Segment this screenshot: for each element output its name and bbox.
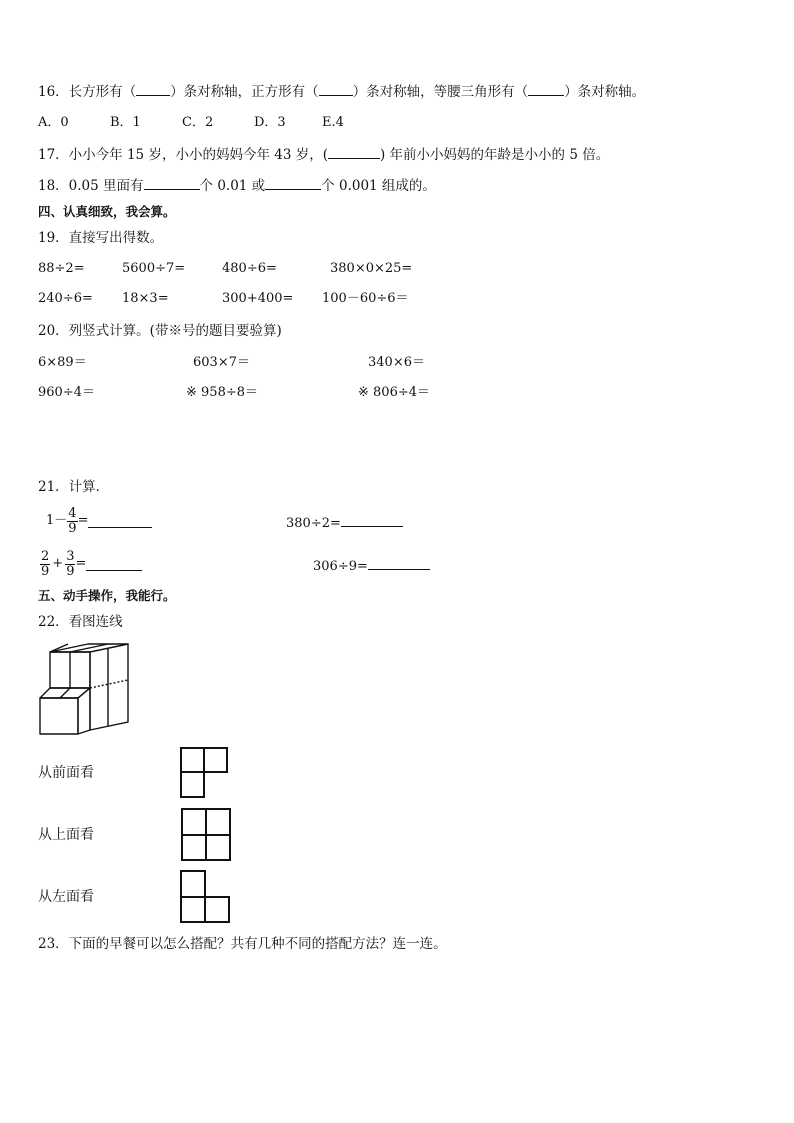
q16-option-a[interactable]: A．0 <box>38 115 69 130</box>
q21-f1-denominator: 9 <box>68 520 77 536</box>
q16-text-d: ）条对称轴。 <box>564 84 646 100</box>
question-18 <box>38 176 436 195</box>
front-view-diagram[interactable] <box>179 746 229 800</box>
question-17 <box>38 145 609 164</box>
q21-item-1 <box>46 506 152 537</box>
q20-item-1: 6×89＝ <box>38 355 87 370</box>
view-label-front[interactable]: 从前面看 <box>38 765 94 781</box>
q21-item-4-blank[interactable] <box>368 556 430 570</box>
section-4-heading: 四、认真细致，我会算。 <box>38 204 176 219</box>
q21-f2-operator: + <box>52 556 64 571</box>
q16-blank-2[interactable] <box>319 82 353 96</box>
q19-item-6: 18×3= <box>122 291 169 306</box>
q19-item-4: 380×0×25= <box>330 261 413 276</box>
left-view-diagram[interactable] <box>179 869 231 925</box>
q19-item-1: 88÷2= <box>38 261 85 276</box>
q21-f2-denominator-2: 9 <box>66 563 75 579</box>
q21-item-3 <box>40 547 142 582</box>
q21-f1-suffix: = <box>77 513 89 528</box>
q21-f1-numerator: 4 <box>68 505 77 521</box>
q16-option-c[interactable]: C．2 <box>182 115 214 130</box>
q21-title: 21．计算． <box>38 479 110 495</box>
q21-f1-blank[interactable] <box>88 514 152 528</box>
q16-option-d[interactable]: D．3 <box>254 115 286 130</box>
q19-title: 19．直接写出得数。 <box>38 230 164 246</box>
question-16 <box>38 82 645 101</box>
q21-f2-blank[interactable] <box>86 557 142 571</box>
q16-text-c: ）条对称轴，等腰三角形有（ <box>352 84 529 100</box>
q17-text-b: ) 年前小小妈妈的年龄是小小的 5 倍。 <box>379 147 610 163</box>
q20-item-2: 603×7＝ <box>193 355 250 370</box>
q21-item-2-text: 380÷2= <box>286 516 341 531</box>
cube-stack-figure <box>38 640 130 736</box>
q22-title: 22．看图连线 <box>38 614 123 630</box>
q21-item-4 <box>313 556 430 576</box>
q21-f2-numerator-1: 2 <box>41 548 50 564</box>
q20-item-6: ※ 806÷4＝ <box>358 385 431 400</box>
q21-f2-denominator-1: 9 <box>41 563 50 579</box>
q20-item-3: 340×6＝ <box>368 355 425 370</box>
view-label-top[interactable]: 从上面看 <box>38 827 94 843</box>
q20-title: 20．列竖式计算。(带※号的题目要验算) <box>38 323 282 339</box>
q18-blank-2[interactable] <box>265 176 321 190</box>
q21-f2-fraction-1 <box>40 550 50 579</box>
q21-f2-suffix: = <box>75 556 87 571</box>
q16-option-b[interactable]: B．1 <box>110 115 141 130</box>
section-5-heading: 五、动手操作，我能行。 <box>38 588 176 603</box>
q18-blank-1[interactable] <box>144 176 200 190</box>
q19-item-7: 300+400= <box>222 291 294 306</box>
q21-f2-numerator-2: 3 <box>66 548 75 564</box>
q16-option-e[interactable]: E.4 <box>322 115 344 130</box>
q18-text-c: 个 0.001 组成的。 <box>321 178 436 194</box>
top-view-diagram[interactable] <box>180 807 232 863</box>
q21-f2-fraction-2 <box>65 550 75 579</box>
q20-item-5: ※ 958÷8＝ <box>186 385 259 400</box>
q17-blank[interactable] <box>328 145 380 159</box>
q18-text-b: 个 0.01 或 <box>199 178 266 194</box>
view-label-left[interactable]: 从左面看 <box>38 889 94 905</box>
q16-text-b: ）条对称轴，正方形有（ <box>170 84 319 100</box>
q21-item-2-blank[interactable] <box>341 513 403 527</box>
q20-item-4: 960÷4＝ <box>38 385 95 400</box>
q17-text-a: 17．小小今年 15 岁，小小的妈妈今年 43 岁，( <box>38 147 328 163</box>
q16-text-a: 16．长方形有（ <box>38 84 137 100</box>
q21-f1-fraction <box>67 507 77 536</box>
q19-item-3: 480÷6= <box>222 261 277 276</box>
q18-text-a: 18．0.05 里面有 <box>38 178 144 194</box>
q19-item-5: 240÷6= <box>38 291 93 306</box>
q21-item-2 <box>286 513 403 533</box>
q16-blank-3[interactable] <box>528 82 564 96</box>
q16-blank-1[interactable] <box>136 82 170 96</box>
q19-item-2: 5600÷7= <box>122 261 186 276</box>
q21-f1-prefix: 1－ <box>46 513 68 528</box>
q21-item-4-text: 306÷9= <box>313 559 368 574</box>
q19-item-8: 100－60÷6＝ <box>322 291 409 306</box>
q23-title: 23．下面的早餐可以怎么搭配？共有几种不同的搭配方法？连一连。 <box>38 936 447 952</box>
